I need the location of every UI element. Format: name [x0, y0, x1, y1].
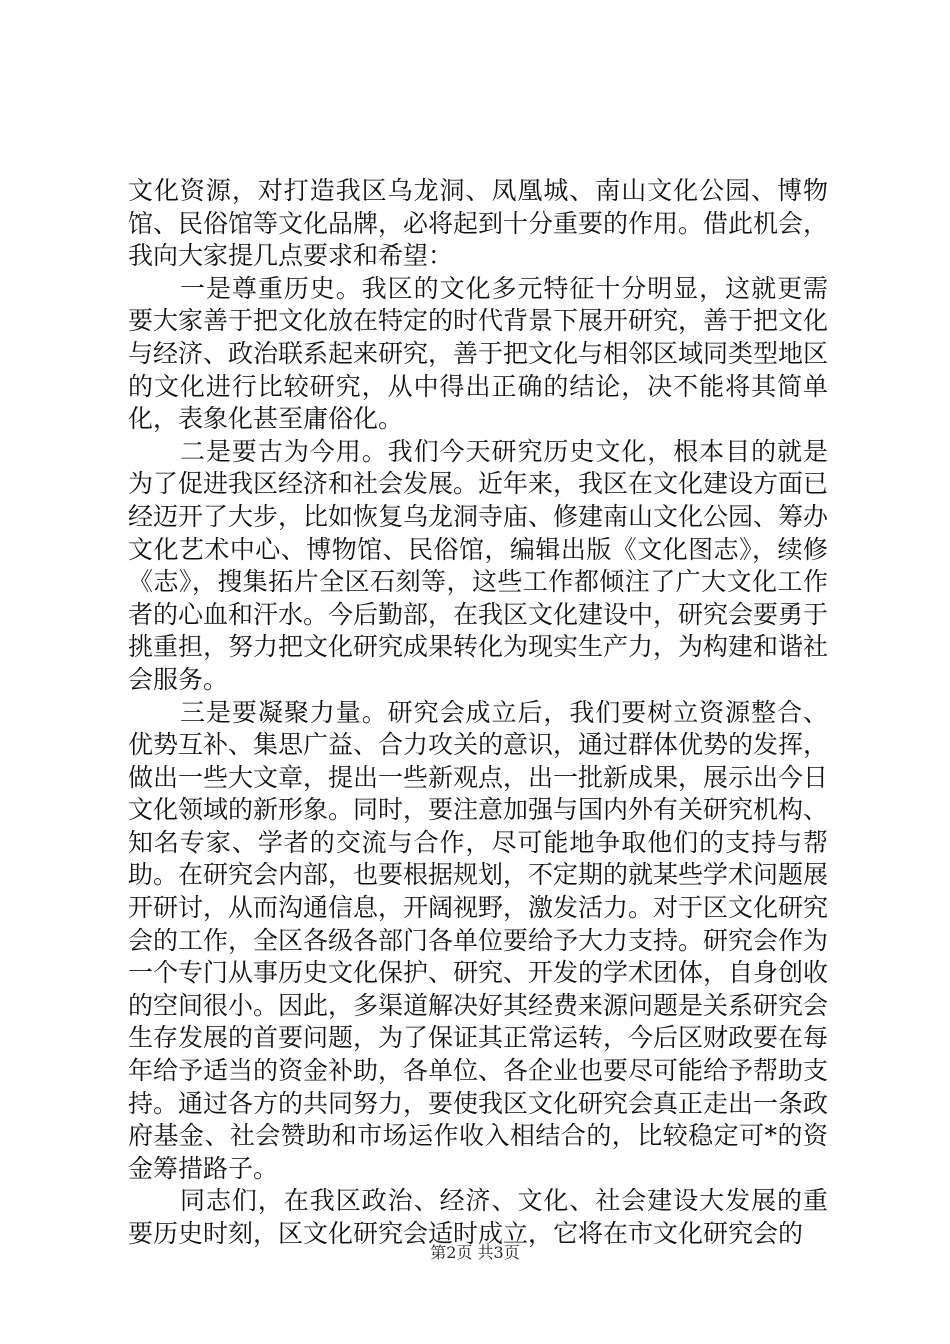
- paragraph-continuation: 文化资源，对打造我区乌龙洞、凤凰城、南山文化公园、博物馆、民俗馆等文化品牌，必将起到十分重要的作用。借此机会，我向大家提几点要求和希望：: [128, 176, 829, 271]
- paragraph-respect-history: 一是尊重历史。我区的文化多元特征十分明显，这就更需要大家善于把文化放在特定的时代背景下展开研究，善于把文化与经济、政治联系起来研究，善于把文化与相邻区域同类型地区的文化进行比较研究，从中得出正确的结论，决不能将其简单化，表象化甚至庸俗化。: [128, 273, 829, 434]
- document-body: [128, 175, 828, 1251]
- paragraph-gather-strength: 三是要凝聚力量。研究会成立后，我们要树立资源整合、优势互补、集思广益、合力攻关的意识，通过群体优势的发挥，做出一些大文章，提出一些新观点，出一批新成果，展示出今日文化领域的新形象。同时，要注意加强与国内外有关研究机构、知名专家、学者的交流与合作，尽可能地争取他们的支持与帮助。在研究会内部，也要根据规划，不定期的就某些学术问题展开研讨，从而沟通信息，开阔视野，激发活力。对于区文化研究会的工作，全区各级各部门各单位要给予大力支持。研究会作为一个专门从事历史文化保护、研究、开发的学术团体，自身创收的空间很小。因此，多渠道解决好其经费来源问题是关系研究会生存发展的首要问题，为了保证其正常运转，今后区财政要在每年给予适当的资金补助，各单位、各企业也要尽可能给予帮助支持。通过各方的共同努力，要使我区文化研究会真正走出一条政府基金、社会赞助和市场运作收入相结合的，比较稳定可*的资金筹措路子。: [128, 697, 829, 1183]
- page-footer: 第2页 共3页: [430, 1243, 520, 1262]
- paragraph-past-serve-present: 二是要古为今用。我们今天研究历史文化，根本目的就是为了促进我区经济和社会发展。近年来，我区在文化建设方面已经迈开了大步，比如恢复乌龙洞寺庙、修建南山文化公园、筹办文化艺术中心、博物馆、民俗馆，编辑出版《文化图志》，续修《志》，搜集拓片全区石刻等，这些工作都倾注了广大文化工作者的心血和汗水。今后勤部，在我区文化建设中，研究会要勇于挑重担，努力把文化研究成果转化为现实生产力，为构建和谐社会服务。: [128, 436, 829, 694]
- paragraph-comrades: 同志们，在我区政治、经济、文化、社会建设大发展的重要历史时刻，区文化研究会适时成立，它将在市文化研究会的: [128, 1186, 828, 1248]
